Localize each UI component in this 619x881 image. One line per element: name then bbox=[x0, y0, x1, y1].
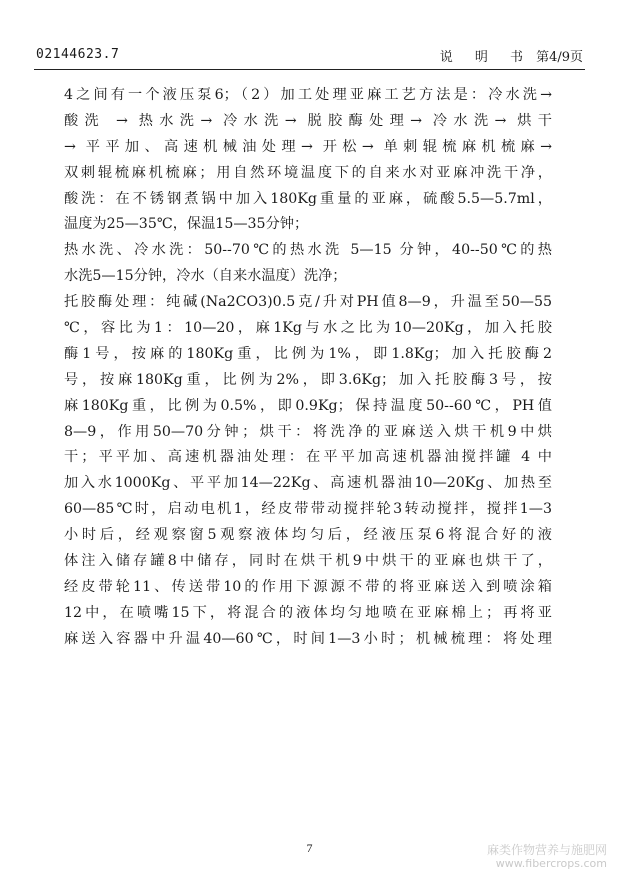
text-line: 12中，在喷嘴15下，将混合的液体均匀地喷在亚麻棉上；再将亚 bbox=[64, 604, 552, 621]
text-line: 酸洗 → 热水洗→ 冷水洗→ 脱胶酶处理→ 冷水洗→ 烘干 bbox=[64, 112, 552, 129]
text-line: 4之间有一个液压泵6；（2）加工处理亚麻工艺方法是：冷水洗→ bbox=[64, 87, 552, 103]
text-line: 麻180Kg重，比例为0.5%，即0.9Kg；保持温度50--60℃，PH值 bbox=[64, 397, 552, 414]
watermark-url: www.fibercrops.com bbox=[495, 857, 607, 870]
text-line: 小时后，经观察窗5观察液体均匀后，经液压泵6将混合好的液 bbox=[64, 527, 552, 544]
text-line: 体注入储存罐8中储存，同时在烘干机9中烘干的亚麻也烘干了， bbox=[64, 553, 552, 570]
text-line: 经皮带轮11、传送带10的作用下源源不带的将亚麻送入到喷涂箱 bbox=[64, 578, 552, 595]
page-header-right bbox=[440, 46, 583, 65]
header-divider bbox=[34, 69, 585, 70]
document-title: 说 明 书 bbox=[439, 50, 533, 65]
text-line: → 平平加、高速机械油处理→ 开松→ 单刺辊梳麻机梳麻→ bbox=[64, 138, 552, 155]
watermark-name: 麻类作物营养与施肥网 bbox=[486, 843, 607, 857]
text-line: 水洗5—15分钟，冷水（自来水温度）洗净； bbox=[64, 268, 347, 285]
text-line: 号，按麻180Kg重，比例为2%，即3.6Kg；加入托胶酶3号，按 bbox=[64, 371, 552, 388]
text-line: 干；平平加、高速机器油处理：在平平加高速机器油搅拌罐 4 中 bbox=[64, 449, 552, 466]
text-line: 加入水1000Kg、平平加14—22Kg、高速机器油10—20Kg、加热至 bbox=[64, 475, 552, 492]
text-line: 双刺辊梳麻机梳麻；用自然环境温度下的自来水对亚麻冲洗干净， bbox=[64, 164, 552, 181]
body-text bbox=[64, 83, 552, 653]
page-indicator: 第4/9页 bbox=[536, 50, 583, 65]
text-line: ℃，容比为1：10—20，麻1Kg与水之比为10—20Kg，加入托胶 bbox=[64, 320, 552, 337]
text-line: 托胶酶处理：纯碱(Na2CO3)0.5克/升对PH值8—9，升温至50—55 bbox=[64, 294, 552, 311]
text-line: 60—85℃时，启动电机1，经皮带带动搅拌轮3转动搅拌，搅拌1—3 bbox=[64, 501, 552, 518]
application-number: 02144623.7 bbox=[36, 47, 120, 62]
text-line: 热水洗、冷水洗：50--70℃的热水洗 5—15 分钟，40--50℃的热 bbox=[64, 242, 552, 259]
text-line: 麻送入容器中升温40—60℃，时间1—3小时；机械梳理：将处理 bbox=[64, 630, 552, 647]
text-line: 8—9，作用50—70分钟；烘干：将洗净的亚麻送入烘干机9中烘 bbox=[64, 423, 552, 440]
site-watermark bbox=[487, 843, 607, 871]
text-line: 温度为25—35℃，保温15—35分钟； bbox=[64, 216, 309, 233]
page-number: 7 bbox=[306, 841, 313, 855]
text-line: 酶1号，按麻的180Kg重，比例为1%，即1.8Kg；加入托胶酶2 bbox=[64, 345, 552, 362]
text-line: 酸洗：在不锈钢煮锅中加入180Kg重量的亚麻，硫酸5.5—5.7ml， bbox=[64, 190, 552, 207]
